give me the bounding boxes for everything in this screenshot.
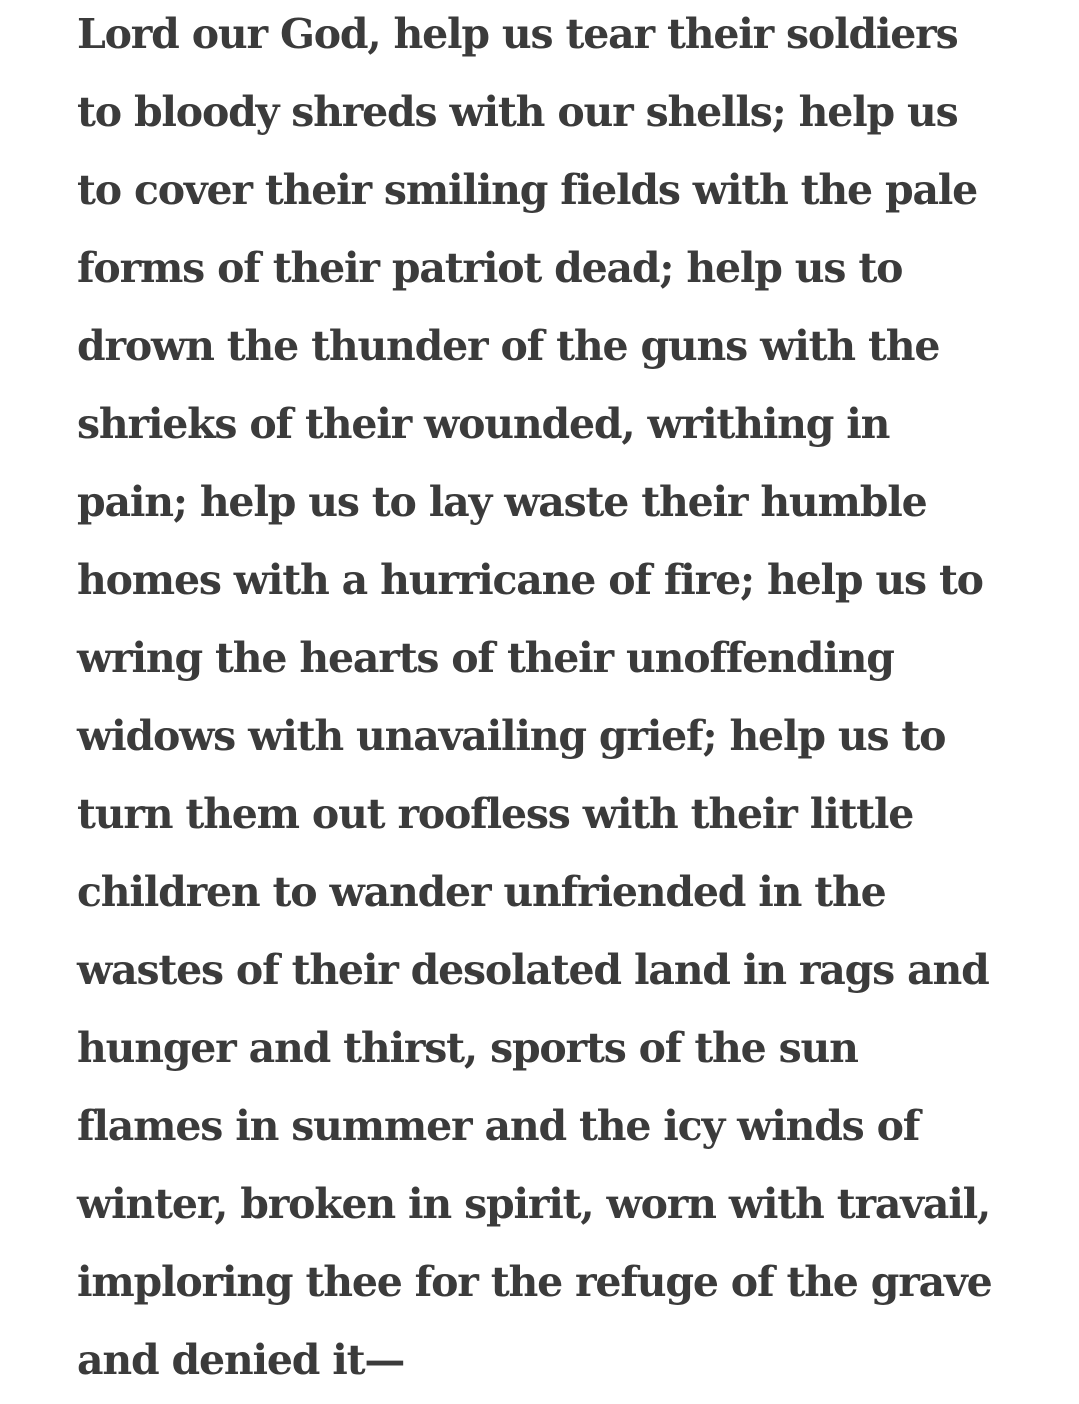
text-line: flames in summer and the icy winds of bbox=[77, 1102, 920, 1150]
text-line: widows with unavailing grief; help us to bbox=[77, 712, 946, 760]
text-line: forms of their patriot dead; help us to bbox=[77, 244, 903, 292]
text-passage bbox=[77, 0, 1067, 1404]
text-line: turn them out roofless with their little bbox=[77, 790, 914, 838]
text-line: drown the thunder of the guns with the bbox=[77, 322, 940, 370]
text-line: to cover their smiling fields with the pale bbox=[77, 166, 978, 214]
text-line: and denied it— bbox=[77, 1336, 405, 1384]
text-line: to bloody shreds with our shells; help us bbox=[77, 88, 958, 136]
text-line: winter, broken in spirit, worn with travail, bbox=[77, 1180, 991, 1228]
text-line: children to wander unfriended in the bbox=[77, 868, 886, 916]
text-line: shrieks of their wounded, writhing in bbox=[77, 400, 890, 448]
text-line: hunger and thirst, sports of the sun bbox=[77, 1024, 858, 1072]
text-line: homes with a hurricane of fire; help us to bbox=[77, 556, 983, 604]
text-line: Lord our God, help us tear their soldiers bbox=[77, 10, 958, 58]
text-line: pain; help us to lay waste their humble bbox=[77, 478, 927, 526]
text-line: imploring thee for the refuge of the grave bbox=[77, 1258, 992, 1306]
text-line: wring the hearts of their unoffending bbox=[77, 634, 894, 682]
text-line: wastes of their desolated land in rags and bbox=[77, 946, 989, 994]
